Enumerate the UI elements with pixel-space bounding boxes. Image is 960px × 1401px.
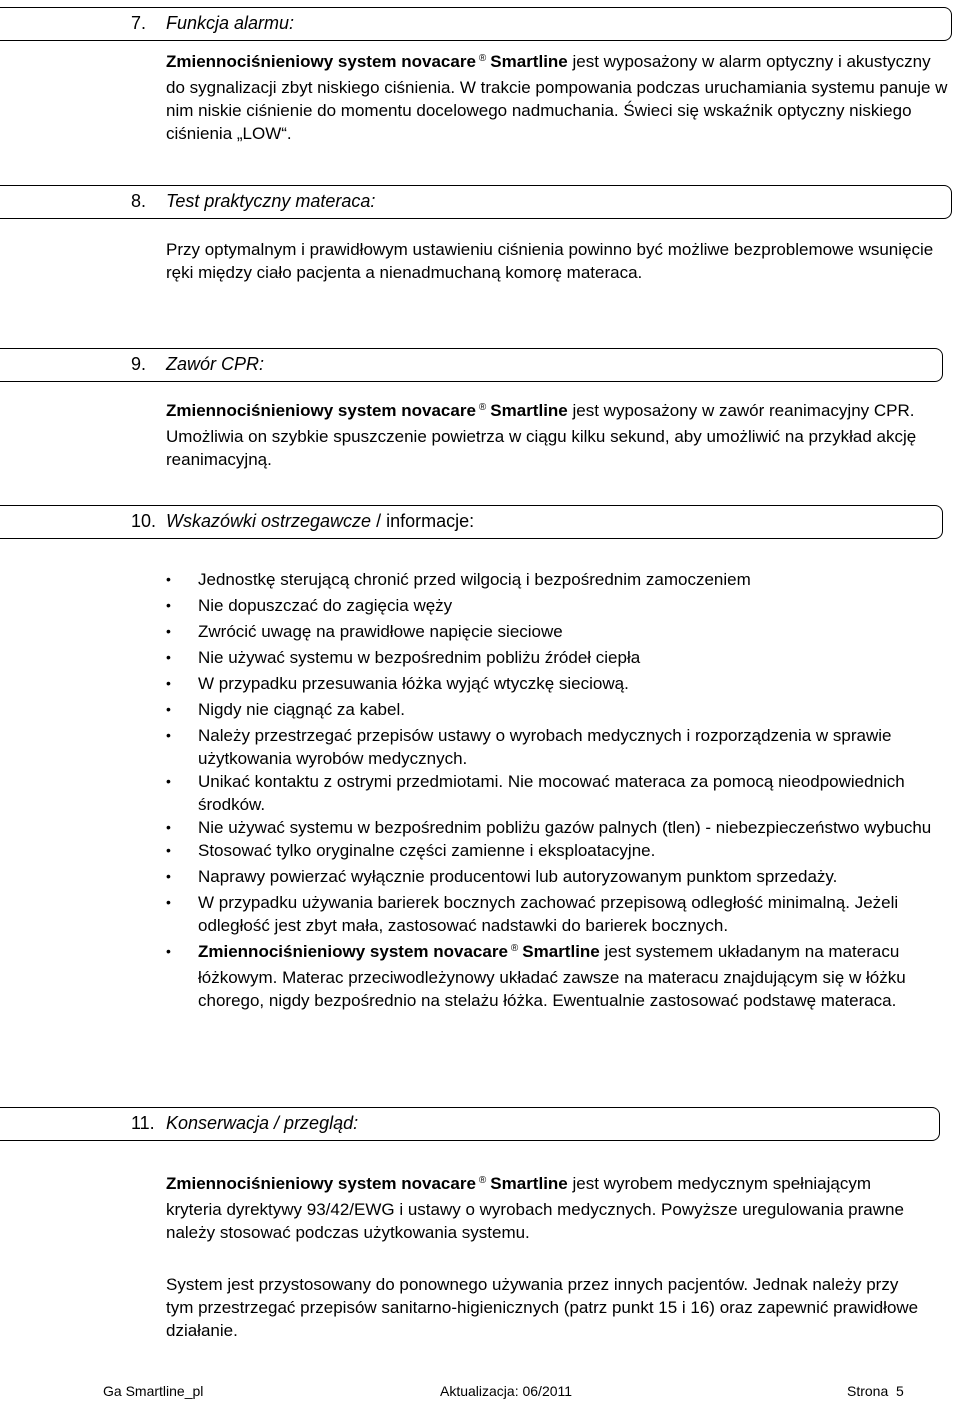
list-item <box>160 672 955 695</box>
brand-name: Zmiennociśnieniowy system novacare <box>166 401 476 420</box>
bullet-icon: • <box>166 701 171 717</box>
footer-page-number: Strona 5 <box>847 1383 904 1399</box>
section-title: Funkcja alarmu: <box>166 13 295 33</box>
list-item <box>160 698 955 721</box>
list-item-text: Zwrócić uwagę na prawidłowe napięcie sieciowe <box>198 622 563 641</box>
section-9-header <box>0 348 943 382</box>
section-number: 8. <box>131 191 147 211</box>
list-item <box>160 770 955 816</box>
section-11-text <box>166 1172 926 1244</box>
paragraph-text: jest wyposażony w zawór reanimacyjny CPR. Umożliwia on szybkie spuszczenie powietrza w ciągu kilku sekund, aby umożliwić na przykład akcję reanimacyjną. <box>166 401 917 469</box>
brand-name: Zmiennociśnieniowy system novacare <box>166 52 476 71</box>
bullet-icon: • <box>166 623 171 639</box>
bullet-icon: • <box>166 894 171 910</box>
bullet-icon: • <box>166 649 171 665</box>
section-number: 7. <box>131 13 147 33</box>
section-9-text <box>166 399 936 471</box>
list-item <box>160 891 955 937</box>
list-item <box>160 568 955 591</box>
bullet-icon: • <box>166 597 171 613</box>
bullet-icon: • <box>166 727 171 743</box>
list-item-text: Należy przestrzegać przepisów ustawy o wyrobach medycznych i rozporządzenia w sprawie użytkowania wyrobów medycznych. <box>198 726 892 768</box>
warnings-list <box>160 568 955 1012</box>
list-item-text: Jednostkę sterującą chronić przed wilgocią i bezpośrednim zamoczeniem <box>198 570 751 589</box>
list-item-text: Nie używać systemu w bezpośrednim pobliżu źródeł ciepła <box>198 648 641 667</box>
footer-update-date: Aktualizacja: 06/2011 <box>440 1383 573 1399</box>
registered-mark: ® <box>478 1175 487 1186</box>
list-item-text: Stosować tylko oryginalne części zamienne i eksploatacyjne. <box>198 841 656 860</box>
bullet-icon: • <box>166 819 171 835</box>
list-item-text: Nigdy nie ciągnąć za kabel. <box>198 700 405 719</box>
section-10-header <box>0 505 943 539</box>
bullet-icon: • <box>166 868 171 884</box>
brand-name: Zmiennociśnieniowy system novacare <box>166 1174 476 1193</box>
list-item <box>160 724 955 770</box>
registered-mark: ® <box>478 53 487 64</box>
section-title-plain: / informacje: <box>371 511 475 531</box>
paragraph-text: jest wyposażony w alarm optyczny i akustyczny do sygnalizacji zbyt niskiego ciśnienia. W trakcie pompowania podczas uruchamiania systemu panuje w nim niskie ciśnienie do momentu docelowego nadmuchania. Świeci się wskaźnik optyczny niskiego ciśnienia „LOW“. <box>166 52 948 143</box>
bullet-icon: • <box>166 773 171 789</box>
list-item <box>160 816 955 839</box>
section-title: Zawór CPR: <box>166 354 265 374</box>
paragraph-text: Przy optymalnym i prawidłowym ustawieniu ciśnienia powinno być możliwe bezproblemowe wsunięcie ręki między ciało pacjenta a nienadmuchaną komorę materaca. <box>166 240 934 282</box>
product-name: Smartline <box>490 52 568 71</box>
list-item <box>160 646 955 669</box>
bullet-icon: • <box>166 842 171 858</box>
paragraph-text: System jest przystosowany do ponownego używania przez innych pacjentów. Jednak należy przy tym przestrzegać przepisów sanitarno-higienicznych (patrz punkt 15 i 16) oraz zapewnić prawidłowe działanie. <box>166 1275 919 1340</box>
list-item-text: W przypadku używania barierek bocznych zachować przepisową odległość minimalną. Jeżeli odległość jest zbyt mała, zastosować nadstawki do barierek bocznych. <box>198 893 899 935</box>
section-7-text <box>166 50 951 145</box>
brand-name: Zmiennociśnieniowy system novacare <box>198 942 508 961</box>
registered-mark: ® <box>510 943 519 954</box>
product-name: Smartline <box>522 942 600 961</box>
list-item-text: Naprawy powierzać wyłącznie producentowi lub autoryzowanym punktom sprzedaży. <box>198 867 838 886</box>
section-title: Test praktyczny materaca: <box>166 191 376 211</box>
section-number: 11. <box>131 1113 155 1133</box>
list-item-text: jest systemem układanym na materacu łóżkowym. Materac przeciwodleżynowy układać zawsze na materacu znajdującym się w łóżku chorego, nigdy bezpośrednio na stelażu łóżka. Ewentualnie zastosować podstawę materaca. <box>198 942 906 1010</box>
product-name: Smartline <box>490 1174 568 1193</box>
product-name: Smartline <box>490 401 568 420</box>
list-item <box>160 620 955 643</box>
list-item <box>160 594 955 617</box>
list-item <box>160 940 955 1012</box>
paragraph-text: jest wyrobem medycznym spełniającym kryteria dyrektywy 93/42/EWG i ustawy o wyrobach medycznych. Powyższe uregulowania prawne należy stosować podczas użytkowania systemu. <box>166 1174 904 1242</box>
section-title: Konserwacja / przegląd: <box>166 1113 359 1133</box>
bullet-icon: • <box>166 943 171 959</box>
list-item-text: Nie używać systemu w bezpośrednim pobliżu gazów palnych (tlen) - niebezpieczeństwo wybuchu <box>198 818 932 837</box>
section-title <box>166 511 474 532</box>
list-item-text: W przypadku przesuwania łóżka wyjąć wtyczkę sieciową. <box>198 674 629 693</box>
list-item-text: Unikać kontaktu z ostrymi przedmiotami. Nie mocować materaca za pomocą nieodpowiednich środków. <box>198 772 905 814</box>
section-8-header <box>0 185 952 219</box>
bullet-icon: • <box>166 571 171 587</box>
section-11-header <box>0 1107 940 1141</box>
section-title-italic: Wskazówki ostrzegawcze <box>166 511 372 531</box>
section-number: 9. <box>131 354 147 374</box>
list-item-text: Nie dopuszczać do zagięcia węży <box>198 596 453 615</box>
section-number: 10. <box>131 511 157 531</box>
section-8-text <box>166 238 960 284</box>
section-11-text-2 <box>166 1273 921 1342</box>
bullet-icon: • <box>166 675 171 691</box>
registered-mark: ® <box>478 402 487 413</box>
footer-doc-name: Ga Smartline_pl <box>103 1383 204 1399</box>
list-item <box>160 839 955 862</box>
section-7-header <box>0 7 952 41</box>
list-item <box>160 865 955 888</box>
